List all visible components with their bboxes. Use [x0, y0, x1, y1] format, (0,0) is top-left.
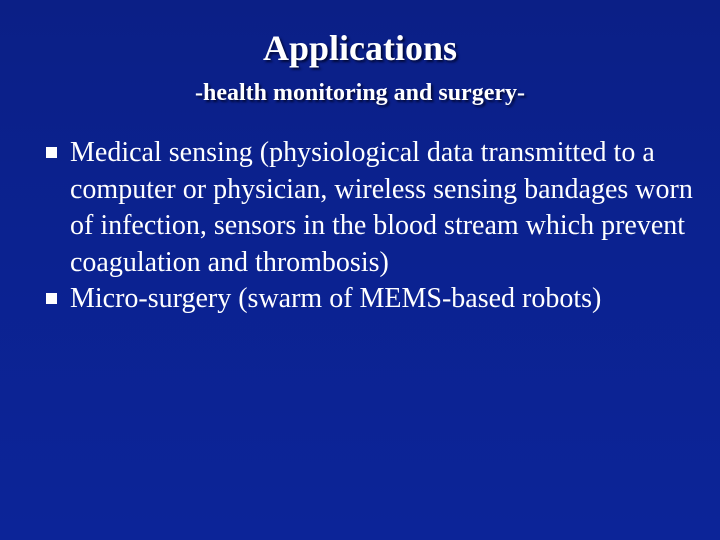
slide-subtitle: -health monitoring and surgery- — [195, 80, 525, 106]
bullet-text: Medical sensing (physiological data transmitted to a computer or physician, wireless sensing bandages worn of infection, sensors in the blood stream which prevent coagulation and thrombosis) — [70, 137, 693, 278]
bullet-text: Micro-surgery (swarm of MEMS-based robots) — [70, 283, 602, 314]
square-bullet-icon — [46, 147, 57, 158]
bullet-item-medical-sensing — [46, 135, 696, 281]
square-bullet-icon — [46, 293, 57, 304]
slide-title: Applications — [262, 28, 458, 68]
bullet-item-micro-surgery — [46, 281, 696, 318]
bullet-list — [46, 135, 696, 318]
